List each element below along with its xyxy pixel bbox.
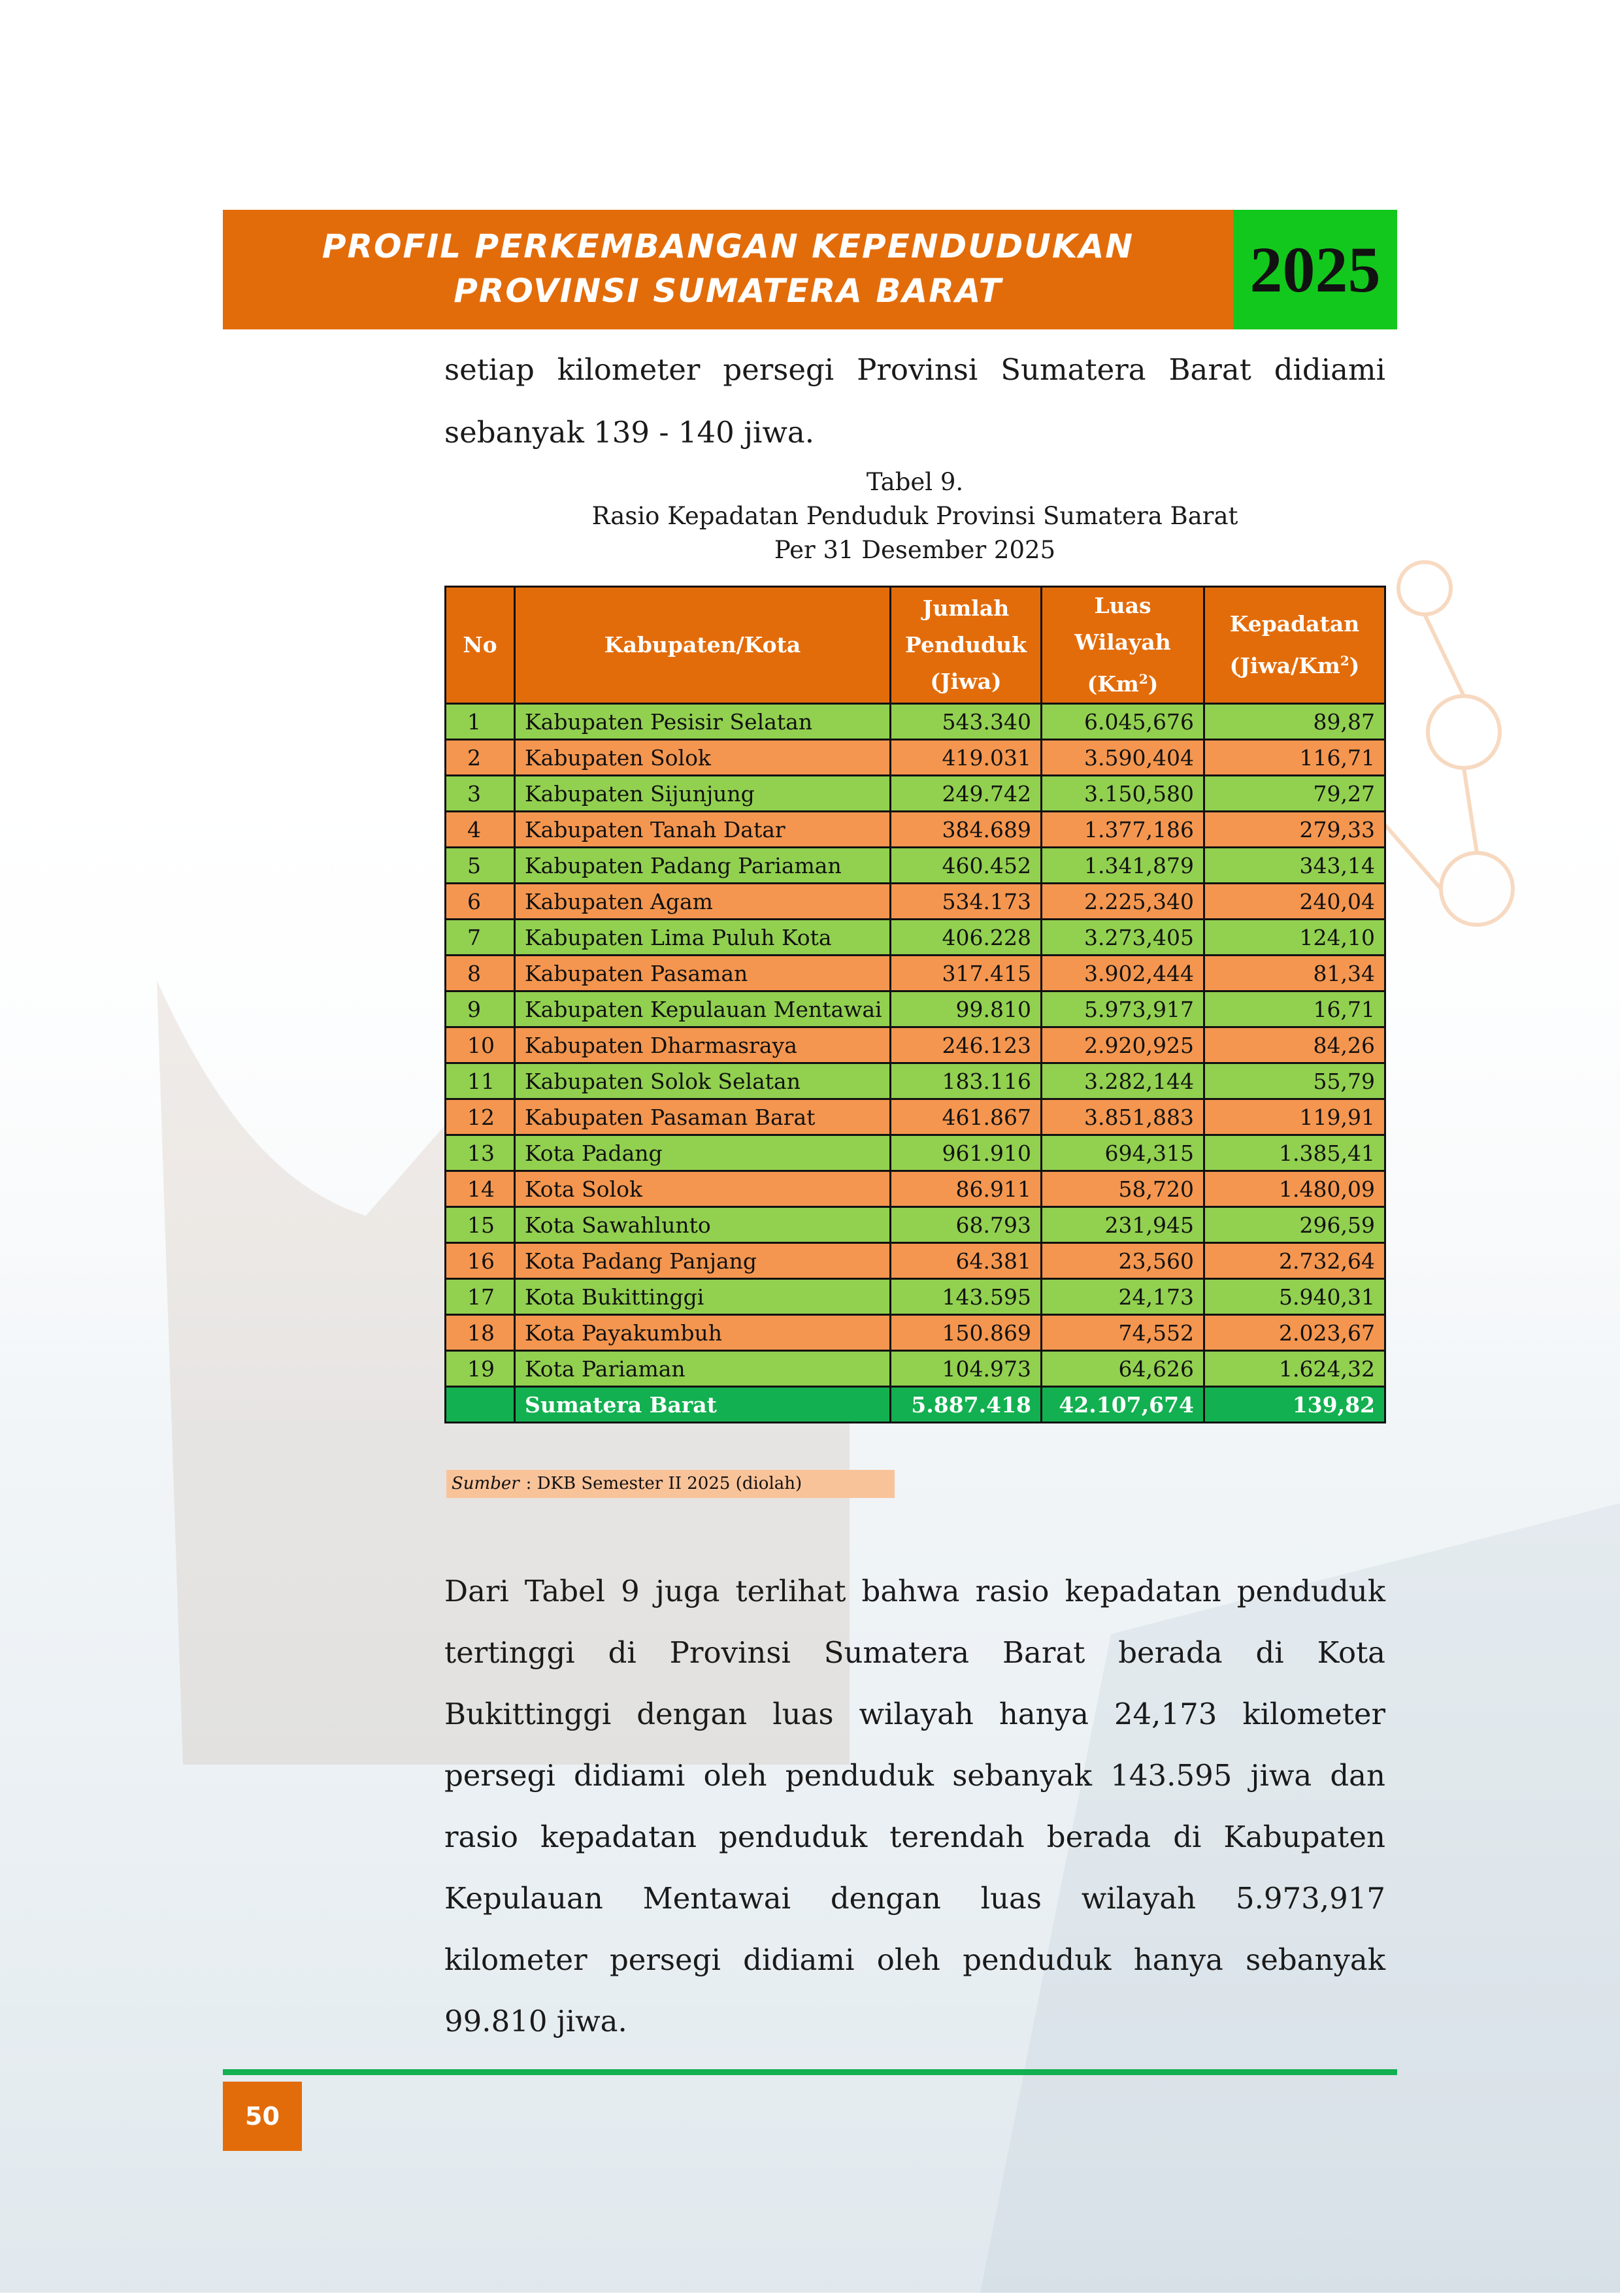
header-title-band: [223, 210, 1233, 329]
row-no: 15: [446, 1207, 515, 1243]
row-area: 24,173: [1042, 1279, 1204, 1315]
row-no: 9: [446, 991, 515, 1027]
intro-line1: setiap kilometer persegi Provinsi Sumatera Barat didiami: [444, 352, 1385, 387]
header-area-line2: Wilayah: [1074, 629, 1171, 655]
row-no: 13: [446, 1135, 515, 1171]
row-no: 8: [446, 956, 515, 991]
row-name: Kabupaten Agam: [515, 884, 891, 920]
row-area: 74,552: [1042, 1315, 1204, 1351]
header-region: Kabupaten/Kota: [515, 587, 891, 704]
density-table: [444, 586, 1386, 1423]
row-name: Kabupaten Solok Selatan: [515, 1063, 891, 1099]
row-population: 150.869: [891, 1315, 1042, 1351]
header-density-unit: (Jiwa/Km: [1229, 653, 1340, 678]
row-population: 961.910: [891, 1135, 1042, 1171]
header-title-line2: PROVINSI SUMATERA BARAT: [454, 272, 1002, 310]
row-population: 64.381: [891, 1243, 1042, 1279]
row-density: 124,10: [1204, 920, 1385, 956]
row-area: 64,626: [1042, 1351, 1204, 1387]
header-year: 2025: [1249, 233, 1381, 306]
row-area: 3.590,404: [1042, 740, 1204, 776]
row-name: Kota Padang Panjang: [515, 1243, 891, 1279]
table-source: [446, 1470, 895, 1498]
header-density-close: ): [1349, 653, 1360, 678]
row-name: Kabupaten Tanah Datar: [515, 812, 891, 848]
total-population: 5.887.418: [891, 1387, 1042, 1423]
row-density: 16,71: [1204, 991, 1385, 1027]
row-no: 14: [446, 1171, 515, 1207]
row-name: Kabupaten Pesisir Selatan: [515, 704, 891, 740]
row-area: 5.973,917: [1042, 991, 1204, 1027]
table-row: [446, 776, 1385, 812]
row-density: 1.480,09: [1204, 1171, 1385, 1207]
row-density: 81,34: [1204, 956, 1385, 991]
row-population: 183.116: [891, 1063, 1042, 1099]
page-number: 50: [223, 2082, 302, 2151]
table-row: [446, 1171, 1385, 1207]
row-name: Kabupaten Lima Puluh Kota: [515, 920, 891, 956]
header-area-unit: (Km: [1087, 671, 1139, 697]
table-row: [446, 991, 1385, 1027]
table-row: [446, 740, 1385, 776]
table-row: [446, 1243, 1385, 1279]
row-name: Kota Solok: [515, 1171, 891, 1207]
header-no: No: [446, 587, 515, 704]
total-name: Sumatera Barat: [515, 1387, 891, 1423]
row-no: 1: [446, 704, 515, 740]
total-area: 42.107,674: [1042, 1387, 1204, 1423]
table-body: [446, 704, 1385, 1387]
page-header: [223, 210, 1397, 329]
row-no: 5: [446, 848, 515, 884]
header-density-line2: [1209, 642, 1380, 684]
row-name: Kabupaten Padang Pariaman: [515, 848, 891, 884]
row-name: Kabupaten Dharmasraya: [515, 1027, 891, 1063]
row-area: 3.282,144: [1042, 1063, 1204, 1099]
header-density-superscript: 2: [1340, 653, 1349, 669]
row-no: 16: [446, 1243, 515, 1279]
header-density-line1: Kepadatan: [1229, 611, 1360, 637]
table-row: [446, 848, 1385, 884]
row-area: 23,560: [1042, 1243, 1204, 1279]
row-no: 18: [446, 1315, 515, 1351]
row-population: 104.973: [891, 1351, 1042, 1387]
row-population: 99.810: [891, 991, 1042, 1027]
row-population: 406.228: [891, 920, 1042, 956]
row-area: 694,315: [1042, 1135, 1204, 1171]
header-area-line3: [1046, 661, 1199, 703]
row-name: Kabupaten Sijunjung: [515, 776, 891, 812]
row-population: 246.123: [891, 1027, 1042, 1063]
footer-divider: [223, 2069, 1397, 2075]
header-population-line3: (Jiwa): [930, 669, 1002, 694]
caption-date: Per 31 Desember 2025: [774, 536, 1056, 564]
row-name: Kota Bukittinggi: [515, 1279, 891, 1315]
table-row: [446, 704, 1385, 740]
row-area: 3.851,883: [1042, 1099, 1204, 1135]
table-row: [446, 1027, 1385, 1063]
row-no: 2: [446, 740, 515, 776]
row-population: 143.595: [891, 1279, 1042, 1315]
row-area: 3.902,444: [1042, 956, 1204, 991]
total-no: [446, 1387, 515, 1423]
row-name: Kota Pariaman: [515, 1351, 891, 1387]
row-density: 240,04: [1204, 884, 1385, 920]
row-density: 1.624,32: [1204, 1351, 1385, 1387]
row-population: 534.173: [891, 884, 1042, 920]
row-name: Kabupaten Kepulauan Mentawai: [515, 991, 891, 1027]
row-density: 2.023,67: [1204, 1315, 1385, 1351]
header-area: [1042, 587, 1204, 704]
row-no: 12: [446, 1099, 515, 1135]
row-density: 296,59: [1204, 1207, 1385, 1243]
row-no: 19: [446, 1351, 515, 1387]
header-title: [223, 224, 1233, 313]
row-name: Kota Padang: [515, 1135, 891, 1171]
row-population: 419.031: [891, 740, 1042, 776]
table-row: [446, 1063, 1385, 1099]
table-header-row: [446, 587, 1385, 704]
body-paragraph: Dari Tabel 9 juga terlihat bahwa rasio kepadatan penduduk tertinggi di Provinsi Sumatera Barat berada di Kota Bukittinggi dengan luas wilayah hanya 24,173 kilometer persegi didiami oleh penduduk sebanyak 143.595 jiwa dan rasio kepadatan penduduk terendah berada di Kabupaten Kepulauan Mentawai dengan luas wilayah 5.973,917 kilometer persegi didiami oleh penduduk hanya sebanyak 99.810 jiwa.: [444, 1574, 1385, 2038]
row-density: 119,91: [1204, 1099, 1385, 1135]
caption-table-number: Tabel 9.: [866, 468, 964, 496]
row-area: 58,720: [1042, 1171, 1204, 1207]
header-population: [891, 587, 1042, 704]
row-density: 79,27: [1204, 776, 1385, 812]
table-row: [446, 812, 1385, 848]
row-population: 461.867: [891, 1099, 1042, 1135]
row-density: 89,87: [1204, 704, 1385, 740]
row-no: 17: [446, 1279, 515, 1315]
row-no: 11: [446, 1063, 515, 1099]
table-total-row: [446, 1387, 1385, 1423]
row-area: 1.341,879: [1042, 848, 1204, 884]
row-name: Kota Payakumbuh: [515, 1315, 891, 1351]
row-population: 384.689: [891, 812, 1042, 848]
row-density: 2.732,64: [1204, 1243, 1385, 1279]
row-no: 7: [446, 920, 515, 956]
row-name: Kabupaten Pasaman Barat: [515, 1099, 891, 1135]
table-row: [446, 884, 1385, 920]
row-population: 317.415: [891, 956, 1042, 991]
table-row: [446, 1279, 1385, 1315]
table-row: [446, 1135, 1385, 1171]
row-density: 279,33: [1204, 812, 1385, 848]
row-no: 6: [446, 884, 515, 920]
row-area: 3.273,405: [1042, 920, 1204, 956]
header-area-superscript: 2: [1138, 671, 1148, 687]
row-no: 10: [446, 1027, 515, 1063]
caption-title: Rasio Kepadatan Penduduk Provinsi Sumatera Barat: [591, 502, 1238, 530]
row-density: 55,79: [1204, 1063, 1385, 1099]
table-row: [446, 956, 1385, 991]
row-population: 249.742: [891, 776, 1042, 812]
source-label: Sumber: [452, 1474, 520, 1493]
row-population: 543.340: [891, 704, 1042, 740]
intro-paragraph: [444, 339, 1385, 464]
table-row: [446, 1315, 1385, 1351]
row-population: 86.911: [891, 1171, 1042, 1207]
row-area: 3.150,580: [1042, 776, 1204, 812]
row-population: 68.793: [891, 1207, 1042, 1243]
header-area-line1: Luas: [1094, 593, 1151, 618]
row-area: 2.225,340: [1042, 884, 1204, 920]
row-name: Kabupaten Solok: [515, 740, 891, 776]
row-name: Kabupaten Pasaman: [515, 956, 891, 991]
row-no: 3: [446, 776, 515, 812]
header-population-line2: Penduduk: [905, 632, 1027, 657]
total-density: 139,82: [1204, 1387, 1385, 1423]
row-density: 84,26: [1204, 1027, 1385, 1063]
row-area: 231,945: [1042, 1207, 1204, 1243]
header-area-close: ): [1148, 671, 1159, 697]
intro-line2: sebanyak 139 - 140 jiwa.: [444, 415, 815, 450]
header-density: [1204, 587, 1385, 704]
table-row: [446, 1351, 1385, 1387]
table-row: [446, 1207, 1385, 1243]
header-population-line1: Jumlah: [922, 595, 1010, 621]
row-area: 2.920,925: [1042, 1027, 1204, 1063]
table-row: [446, 920, 1385, 956]
row-area: 1.377,186: [1042, 812, 1204, 848]
table-caption: [444, 465, 1385, 567]
row-density: 5.940,31: [1204, 1279, 1385, 1315]
table-row: [446, 1099, 1385, 1135]
row-name: Kota Sawahlunto: [515, 1207, 891, 1243]
row-density: 1.385,41: [1204, 1135, 1385, 1171]
header-title-line1: PROFIL PERKEMBANGAN KEPENDUDUKAN: [322, 227, 1134, 265]
row-population: 460.452: [891, 848, 1042, 884]
row-density: 116,71: [1204, 740, 1385, 776]
row-density: 343,14: [1204, 848, 1385, 884]
source-text: : DKB Semester II 2025 (diolah): [525, 1474, 802, 1493]
row-area: 6.045,676: [1042, 704, 1204, 740]
row-no: 4: [446, 812, 515, 848]
